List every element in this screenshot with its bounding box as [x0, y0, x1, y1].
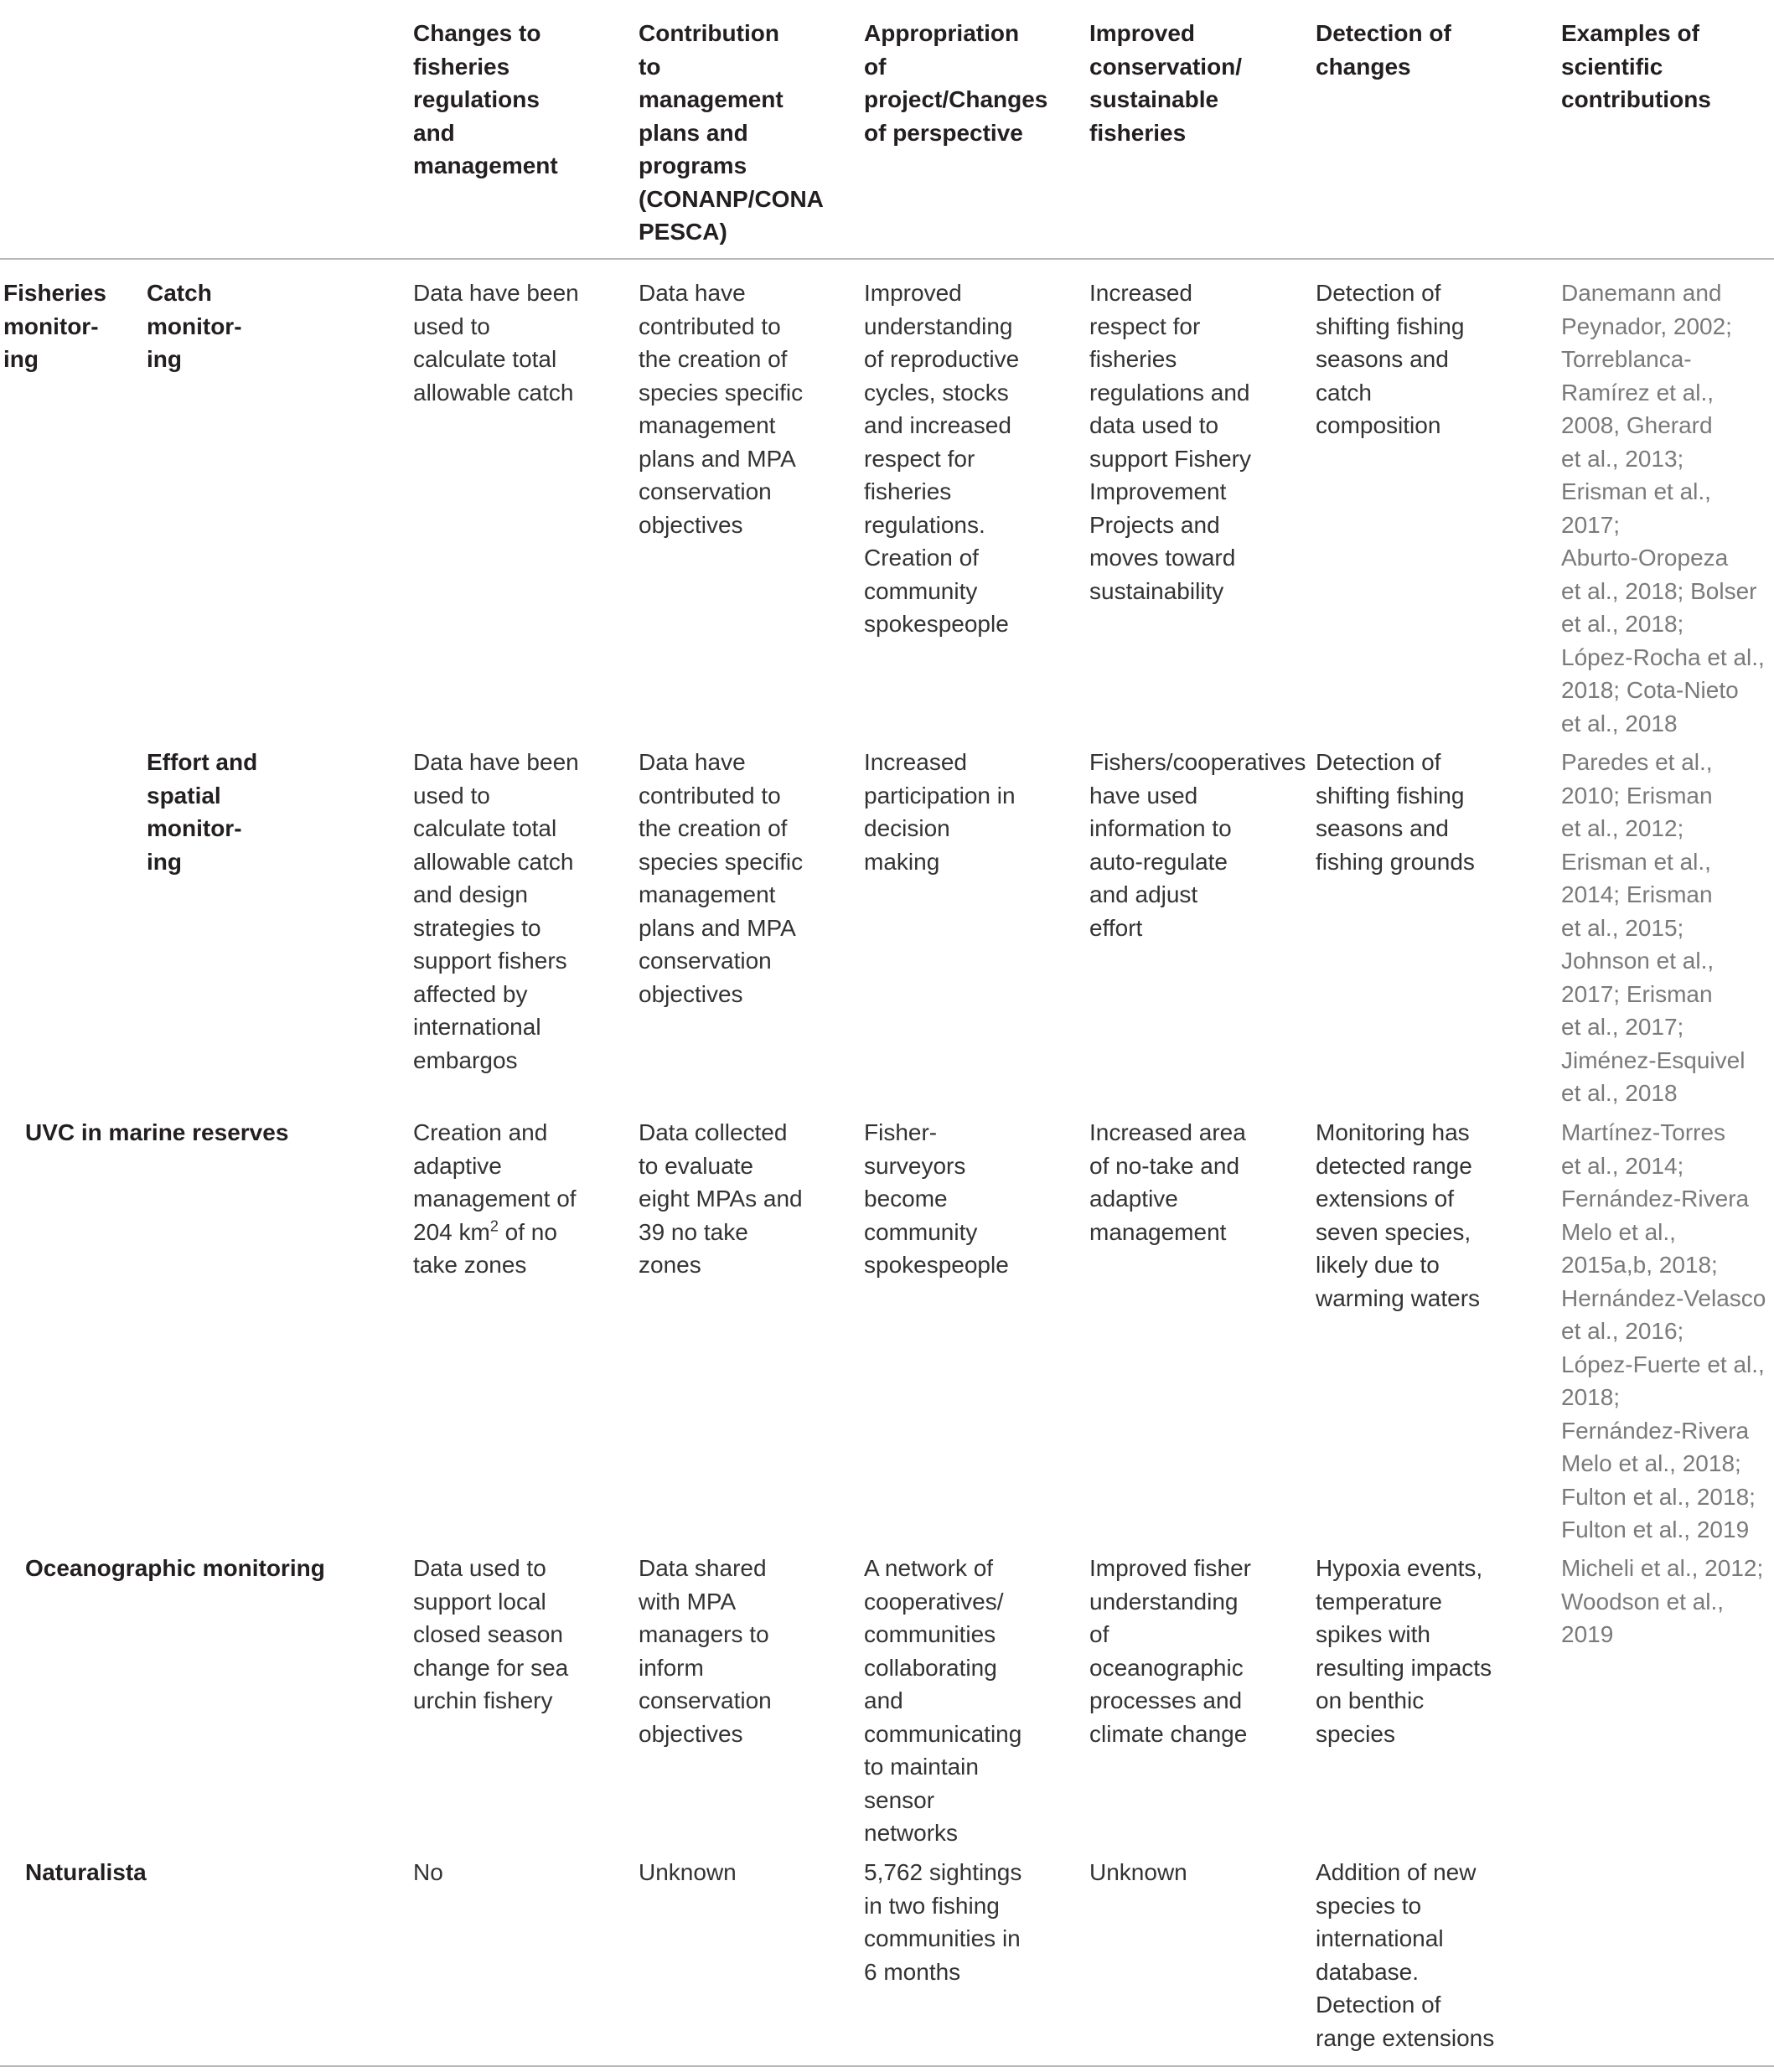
header-appropriation: Appropriation of project/Changes of perspective	[864, 20, 1048, 146]
cell-oceanographic-regulations: Data used to support local closed season change for sea urchin fishery	[413, 1555, 569, 1713]
cell-effort-references: Paredes et al., 2010; Erisman et al., 2012; Erisman et al., 2014; Erisman et al., 2015; Johnson et al., 2017; Erisman et al., 2017; Jiménez-Esquivel et al., 2018	[1561, 749, 1746, 1106]
cell-catch-references: Danemann and Peynador, 2002; Torreblanca- Ramírez et al., 2008, Gherard et al., 2013; Erisman et al., 2017; Aburto-Oropeza et al., 2018; Bolser et al., 2018; López-Rocha et al., 2018; Cota-Nieto et al., 2018	[1561, 280, 1765, 736]
header-divider	[0, 258, 1774, 260]
cell-naturalista-conservation: Unknown	[1089, 1859, 1187, 1885]
header-detection-of-changes: Detection of changes	[1316, 20, 1451, 80]
cell-oceanographic-conservation: Improved fisher understanding of oceanographic processes and climate change	[1089, 1555, 1251, 1747]
cell-catch-conservation: Increased respect for fisheries regulations and data used to support Fishery Improvement Projects and moves toward sustainability	[1089, 280, 1251, 604]
row-label-naturalista: Naturalista	[25, 1859, 147, 1885]
header-changes-regulations: Changes to fisheries regulations and management	[413, 20, 558, 178]
cell-naturalista-appropriation: 5,762 sightings in two fishing communities in 6 months	[864, 1859, 1022, 1985]
cell-naturalista-detection: Addition of new species to international database. Detection of range extensions	[1316, 1859, 1495, 2051]
cell-uvc-regulations: Creation and adaptive management of 204 $km^2$ of no take zones	[413, 1116, 631, 1282]
cell-uvc-appropriation: Fisher- surveyors become community spokespeople	[864, 1119, 1009, 1278]
cell-effort-management-plans: Data have contributed to the creation of species specific management plans and MPA conservation objectives	[639, 749, 804, 1007]
row-label-catch-monitoring: Catch monitor- ing	[147, 280, 242, 372]
row-label-effort-spatial-monitoring: Effort and spatial monitor- ing	[147, 749, 258, 875]
cell-uvc-references: Martínez-Torres et al., 2014; Fernández-Rivera Melo et al., 2015a,b, 2018; Hernández-Velasco et al., 2016; López-Fuerte et al., 2018; Fernández-Rivera Melo et al., 2018; Fulton et al., 2018; Fulton et al., 2019	[1561, 1119, 1766, 1542]
group-label-fisheries-monitoring: Fisheries monitor- ing	[3, 280, 106, 372]
header-management-plans: Contribution to management plans and programs (CONANP/CONA PESCA)	[639, 20, 824, 245]
row-label-oceanographic-monitoring: Oceanographic monitoring	[25, 1555, 325, 1581]
table-bottom-rule	[0, 2065, 1774, 2067]
cell-effort-regulations: Data have been used to calculate total allowable catch and design strategies to support fishers affected by international embargos	[413, 749, 579, 1073]
cell-uvc-detection: Monitoring has detected range extensions of seven species, likely due to warming waters	[1316, 1119, 1481, 1311]
cell-oceanographic-references: Micheli et al., 2012; Woodson et al., 2019	[1561, 1555, 1764, 1647]
cell-effort-conservation: Fishers/cooperatives have used information to auto-regulate and adjust effort	[1089, 749, 1306, 941]
cell-catch-detection: Detection of shifting fishing seasons and catch composition	[1316, 280, 1465, 438]
cell-naturalista-regulations: No	[413, 1859, 443, 1885]
cell-catch-regulations: Data have been used to calculate total allowable catch	[413, 280, 579, 406]
cell-effort-detection: Detection of shifting fishing seasons and fishing grounds	[1316, 749, 1475, 875]
row-label-uvc-marine-reserves: UVC in marine reserves	[25, 1119, 289, 1145]
cell-catch-appropriation: Improved understanding of reproductive cycles, stocks and increased respect for fisheries regulations. Creation of community spokespeople	[864, 280, 1020, 637]
cell-uvc-management-plans: Data collected to evaluate eight MPAs and 39 no take zones	[639, 1119, 803, 1278]
cell-oceanographic-detection: Hypoxia events, temperature spikes with resulting impacts on benthic species	[1316, 1555, 1492, 1747]
header-improved-conservation: Improved conservation/ sustainable fisheries	[1089, 20, 1243, 146]
no-take-area-value: 204 $km^2$ of no	[413, 1217, 557, 1245]
cell-effort-appropriation: Increased participation in decision making	[864, 749, 1016, 875]
cell-catch-management-plans: Data have contributed to the creation of species specific management plans and MPA conservation objectives	[639, 280, 804, 538]
cell-oceanographic-management-plans: Data shared with MPA managers to inform conservation objectives	[639, 1555, 772, 1747]
header-scientific-contributions: Examples of scientific contributions	[1561, 20, 1711, 112]
cell-oceanographic-appropriation: A network of cooperatives/ communities collaborating and communicating to maintain sensor networks	[864, 1555, 1022, 1846]
cell-uvc-conservation: Increased area of no-take and adaptive management	[1089, 1119, 1246, 1245]
cell-naturalista-management-plans: Unknown	[639, 1859, 737, 1885]
